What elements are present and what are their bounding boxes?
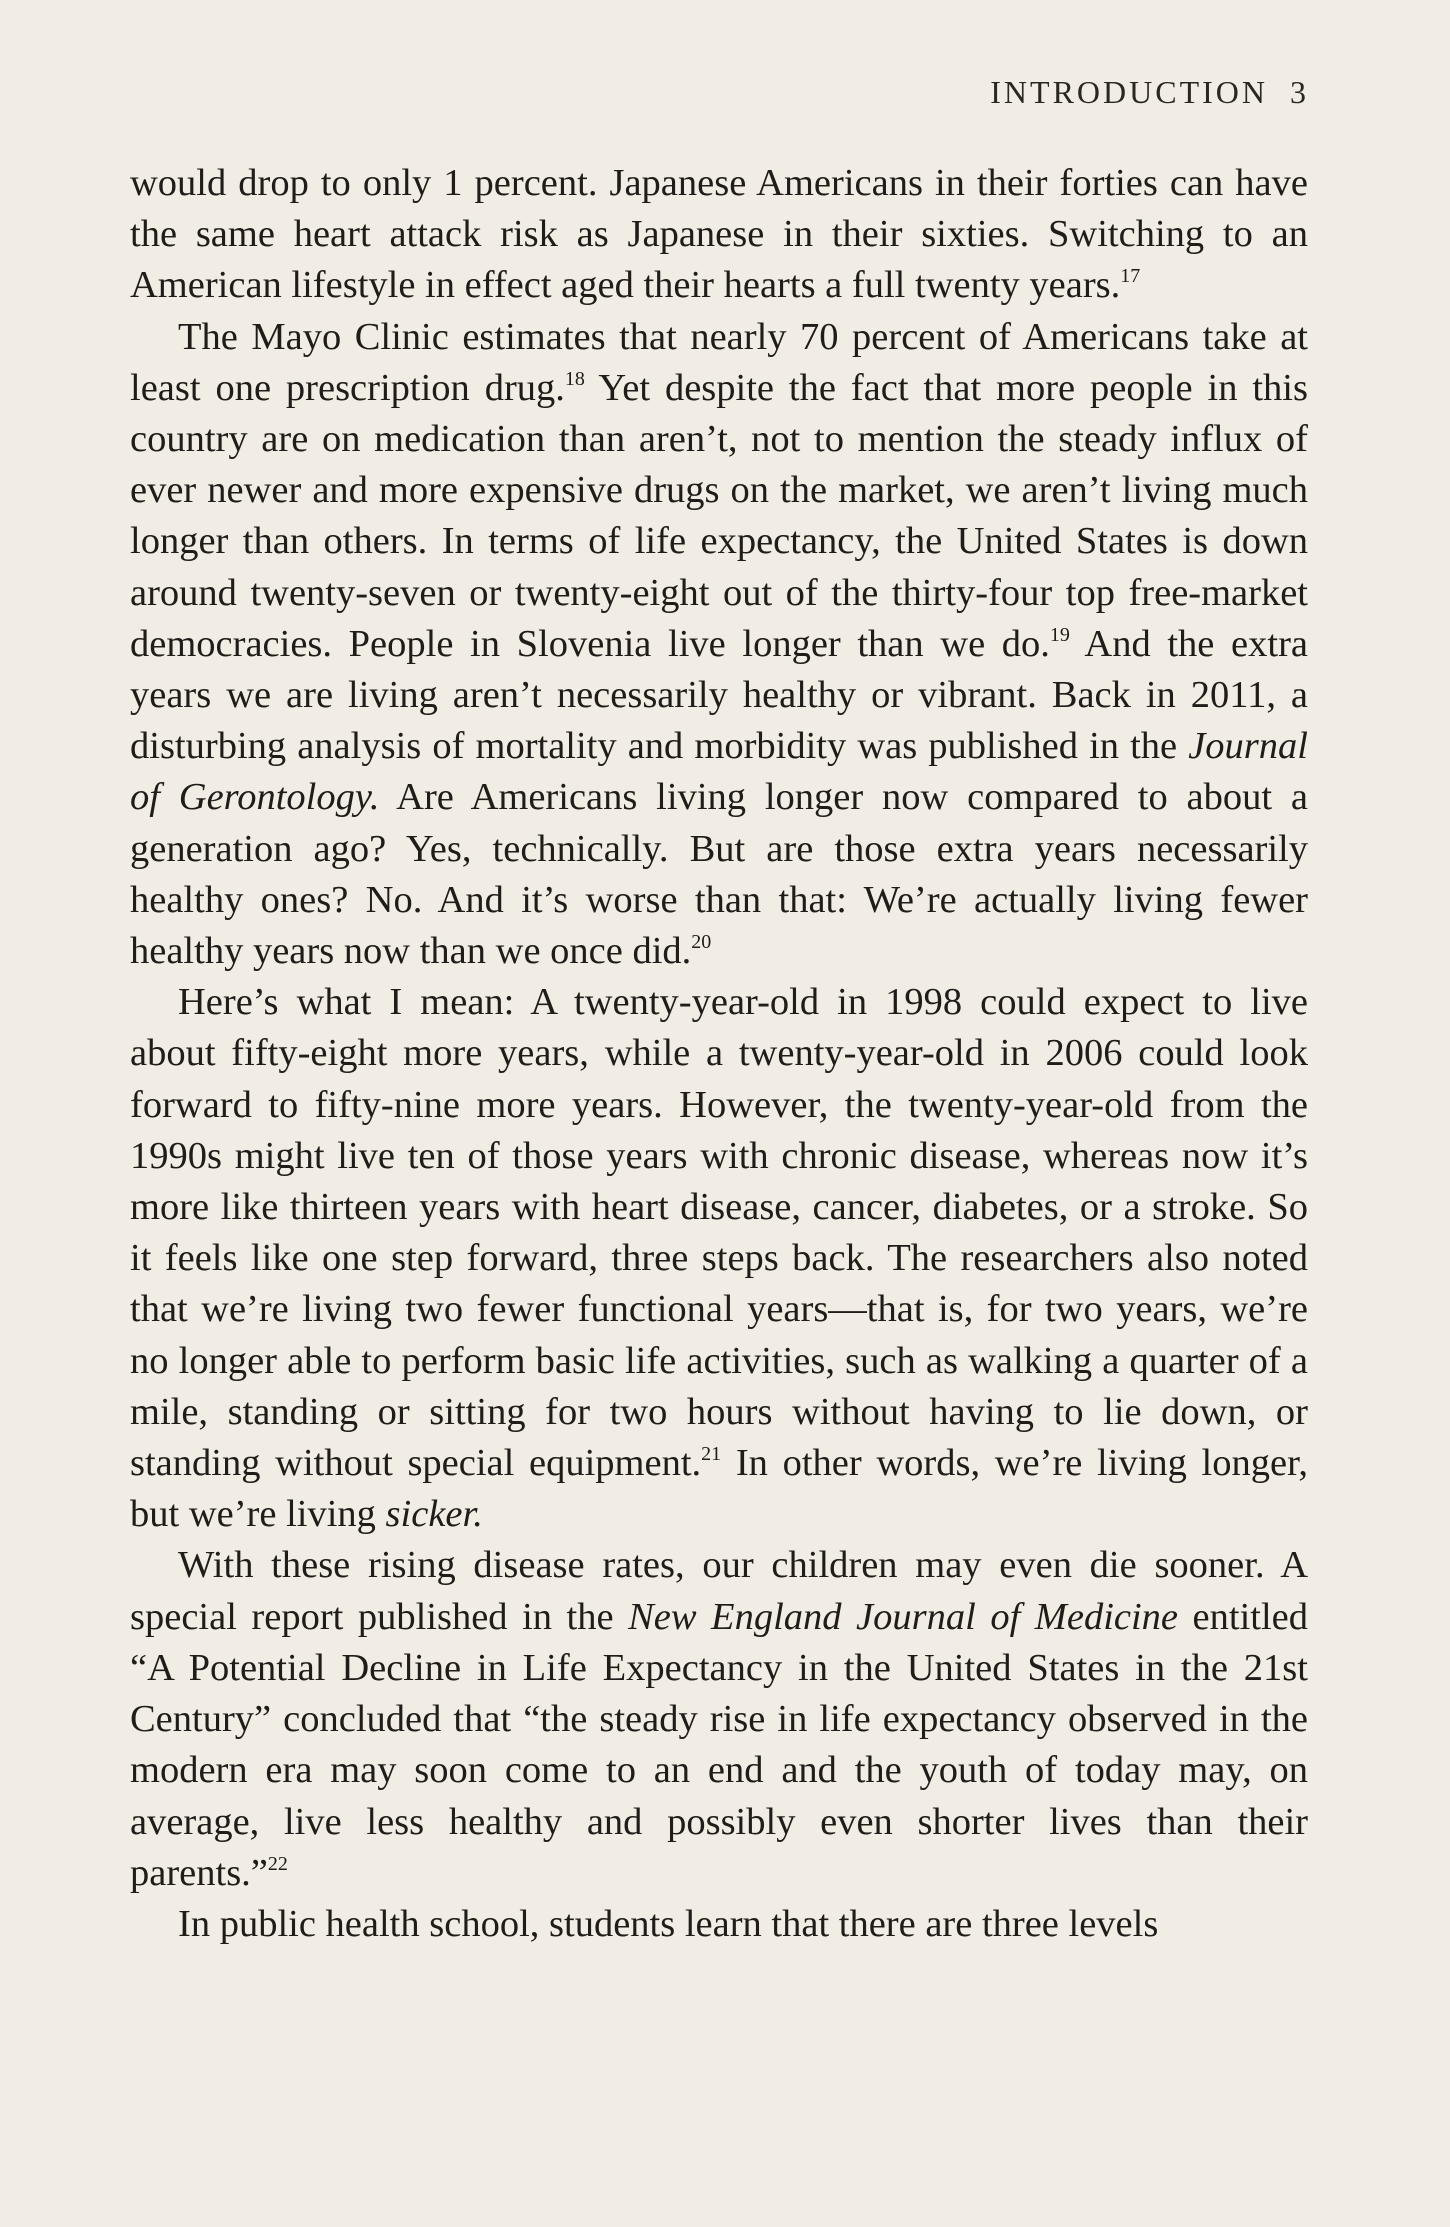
footnote-reference: 21 (701, 1443, 722, 1466)
running-head (990, 74, 1306, 111)
page-number: 3 (1290, 74, 1306, 110)
text-run: Yet despite the fact that more people in this country are on medication than aren’t, not to mention the steady influx of ever newer and more expensive drugs on the market, we aren’t living much longer than others. In terms of life expectancy, the United States is down around twenty-seven or twenty-eight out of the thirty-four top free-market democracies. People in Slovenia live longer than we do. (130, 366, 1308, 665)
footnote-reference: 19 (1049, 623, 1070, 646)
text-run: And the extra years we are living aren’t necessarily healthy or vibrant. Back in 2011, a disturbing analysis of mortality and morbidity was published in the (130, 622, 1308, 768)
footnote-reference: 20 (691, 931, 712, 954)
footnote-reference: 17 (1120, 265, 1141, 288)
text-run: Are Americans living longer now compared to about a generation ago? Yes, technically. But are those extra years necessarily healthy ones? No. And it’s worse than that: We’re actually living fewer healthy years now than we once did. (130, 776, 1309, 973)
text-run: In public health school, students learn that there are three levels (178, 1902, 1159, 1945)
paragraph (130, 158, 1308, 312)
text-run: Here’s what I mean: A twenty-year-old in 1998 could expect to live about fifty-eight more years, while a twenty-year-old in 2006 could look forward to fifty-nine more years. However, the twenty-year-old from the 1990s might live ten of those years with chronic disease, whereas now it’s more like thirteen years with heart disease, cancer, diabetes, or a stroke. So it feels like one step forward, three steps back. The researchers also noted that we’re living two fewer functional years—that is, for two years, we’re no longer able to perform basic life activities, such as walking a quarter of a mile, standing or sitting for two hours without having to lie down, or standing without special equipment. (130, 981, 1308, 1485)
text-run: With these rising disease rates, our children may even die sooner. A special report published in the (130, 1544, 1308, 1638)
text-run: In other words, we’re living longer, but we’re living (130, 1442, 1308, 1536)
text-run: would drop to only 1 percent. Japanese Americans in their forties can have the same heart attack risk as Japanese in their sixties. Switching to an American lifestyle in effect aged their hearts a full twenty years. (130, 162, 1308, 307)
paragraph (130, 1899, 1308, 1950)
paragraph (130, 312, 1308, 978)
italic-text: New England Journal of Medicine (628, 1595, 1179, 1638)
text-run: entitled “A Potential Decline in Life Expectancy in the United States in the 21st Century” concluded that “the steady rise in life expectancy observed in the modern era may soon come to an end and the youth of today may, on average, live less healthy and possibly even shorter lives than their parents.” (130, 1595, 1308, 1894)
italic-text: Journal of Gerontology. (130, 725, 1308, 819)
text-run: The Mayo Clinic estimates that nearly 70 percent of Americans take at least one prescription drug. (130, 315, 1308, 409)
footnote-reference: 22 (267, 1852, 288, 1875)
paragraph (130, 977, 1308, 1540)
body-text (130, 158, 1308, 1950)
italic-text: sicker. (385, 1493, 483, 1536)
paragraph (130, 1540, 1308, 1898)
footnote-reference: 18 (564, 367, 585, 390)
chapter-title: INTRODUCTION (990, 74, 1268, 110)
